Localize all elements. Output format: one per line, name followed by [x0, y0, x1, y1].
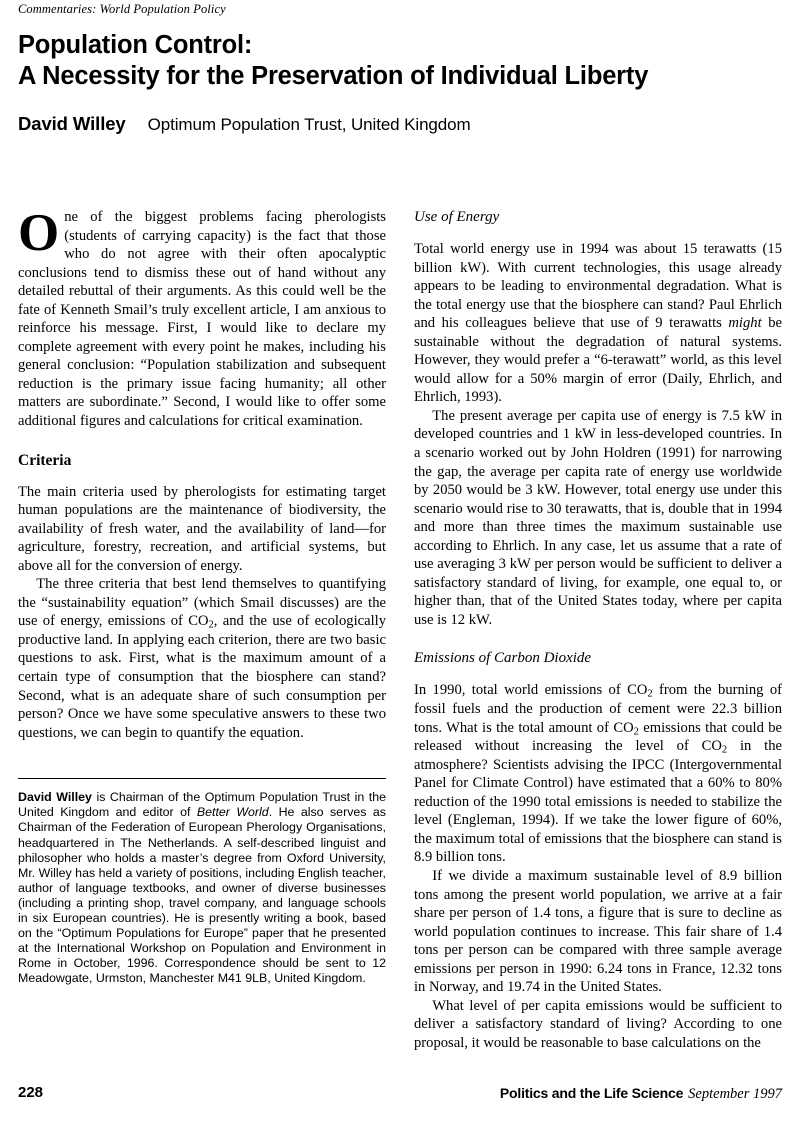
subsection-heading-use-of-energy: Use of Energy [414, 209, 500, 225]
left-column [18, 204, 386, 986]
author-bio-note [18, 790, 386, 986]
criteria-paragraph-2-part-b: , and the use of ecologically productive land. In applying each criterion, there are two basic questions to ask. First, what is the maximum amount of a certain type of consumption that the biosphere can stand? Second, what is an adequate share of such consumption per person? Once we have some speculative answers to these two questions, we can begin to quantify the equation. [18, 613, 386, 741]
co2-paragraph-1-part-c: emissions that could be released without increasing the level of CO [414, 719, 783, 755]
energy-paragraph-1-cont: be sustainable without the degradation of natural systems. However, they would prefer a “6-terawatt” world, as this level would allow for a 50% margin of error (Daily, Ehrlich, and Ehrlich, 1993). [414, 315, 782, 406]
bio-text-2: . He also serves as Chairman of the Federation of European Pherology Organisations, headquartered in The Netherlands. A self-described linguist and philosopher who holds a master’s degree from Oxford University, Mr. Willey has held a variety of positions, including English teacher, author of language textbooks, and owner of diverse businesses (including a printing shop, travel company, and language schools in six European countries). He is presently writing a book, based on the “Optimum Populations for Europe” paper that he presented at the International Workshop on Population and Environment in Rome in October, 1996. Correspondence should be sent to 12 Meadowgate, Urmston, Manchester M41 9LB, United Kingdom. [18, 805, 386, 986]
title-line-2: A Necessity for the Preservation of Individual Liberty [18, 62, 649, 90]
drop-cap: O [18, 204, 60, 262]
bio-book-title: Better World [196, 805, 269, 820]
body-columns [18, 204, 783, 1068]
bio-text-1: is Chairman of the Optimum Population Trust in the United Kingdom and editor of [18, 790, 386, 820]
co2-subscript: 2 [208, 620, 214, 632]
footnote-divider [18, 778, 386, 779]
co2-paragraph-1-part-a: In 1990, total world emissions of CO [414, 682, 648, 699]
title-block [18, 30, 782, 92]
co2-paragraph-1 [414, 681, 782, 866]
author-affiliation: Optimum Population Trust, United Kingdom [147, 115, 471, 134]
energy-paragraph-1-text: Total world energy use in 1994 was about 15 terawatts (15 billion kW). With current technologies, this usage already appears to be leading to environmental degradation. What is the total energy use that the biosphere can stand? Paul Ehrlich and his colleagues believe that use of 9 terawatts [414, 241, 782, 332]
energy-paragraph-1 [414, 240, 782, 407]
subsection-heading-emissions: Emissions of Carbon Dioxide [414, 650, 592, 667]
journal-issue-date: September 1997 [688, 1086, 782, 1102]
criteria-paragraph-2-part-a: The three criteria that best lend themselves to quantifying the “sustainability equation” (which Smail discusses) are the use of energy, emissions of CO [18, 576, 386, 630]
journal-name: Politics and the Life Science [499, 1085, 684, 1101]
co2-subscript: 2 [633, 726, 639, 738]
page-number: 228 [18, 1084, 44, 1101]
author-byline [18, 113, 471, 135]
co2-subscript: 2 [721, 744, 728, 756]
running-head: Commentaries: World Population Policy [18, 2, 226, 16]
section-heading-criteria: Criteria [18, 451, 72, 469]
page-footer [18, 1082, 782, 1106]
co2-paragraph-1-part-d: in the atmosphere? Scientists advising the IPCC (Intergovernmental Panel for Climate Control) have estimated that a 60% to 80% reduction of the 1990 total emissions is needed to stabilize the level (Engleman, 1994). If we take the lower figure of 60%, the maximum total of emissions that the biosphere can stand is 8.9 billion tons. [414, 738, 782, 866]
right-column [414, 208, 782, 1052]
criteria-paragraph-2 [18, 575, 386, 742]
page-title [18, 30, 782, 92]
criteria-paragraph-1: The main criteria used by pherologists for estimating target human populations are the maintenance of biodiversity, the availability of fresh water, and the availability of land—for agriculture, forestry, recreation, and artificial systems, but above all for the conversion of energy. [18, 483, 386, 574]
energy-paragraph-2: The present average per capita use of energy is 7.5 kW in developed countries and 1 kW in less-developed countries. In a scenario worked out by John Holdren (1991) for narrowing the gap, the average per capita rate of energy use worldwide by 2050 would be 3 kW. However, total energy use under this scenario would rise to 30 terawatts, that is, double that in 1994 and more than three times the maximum sustainable use according to Ehrlich. In any case, let us assume that a rate of use averaging 3 kW per person would be sufficient to deliver a satisfactory standard of living, for example, one equal to, or higher than, that of the United States today, where per capita use is 12 kW. [414, 407, 782, 628]
opening-paragraph-text: ne of the biggest problems facing pherologists (students of carrying capacity) is the fact that those who do not agree with their often apocalyptic conclusions tend to dismiss these out of hand without any detailed rebuttal of their arguments. As this could well be the fate of Kenneth Smail’s truly excellent article, I am anxious to reinforce his message. First, I would like to declare my complete agreement with every point he makes, including his general conclusion: “Population stabilization and subsequent reduction is the primary issue facing humanity; all other matters are subordinate.” Second, I would like to offer some additional figures and calculations for critical examination. [18, 209, 386, 430]
co2-paragraph-2: If we divide a maximum sustainable level of 8.9 billion tons among the present world population, we arrive at a fair share per person of 1.4 tons, a figure that is sure to decline as world population continues to increase. This fair share of 1.4 tons per person can be compared with three sample average emissions per person in 1990: 6.24 tons in France, 12.32 tons in Norway, and 19.74 in the United States. [414, 867, 782, 996]
co2-paragraph-3: What level of per capita emissions would be sufficient to deliver a satisfactory standard of living? According to one proposal, it would be reasonable to base calculations on the [414, 997, 782, 1051]
journal-citation [500, 1085, 782, 1103]
opening-paragraph [18, 204, 386, 431]
co2-subscript: 2 [647, 689, 653, 701]
bio-author-name: David Willey [18, 790, 92, 805]
energy-emphasis-might: might [728, 315, 762, 332]
co2-paragraph-1-part-b: from the burning of fossil fuels and the production of cement were 22.3 billion tons. What is the total amount of CO [414, 682, 782, 736]
author-name: David Willey [18, 113, 126, 134]
title-line-1: Population Control: [18, 31, 253, 59]
